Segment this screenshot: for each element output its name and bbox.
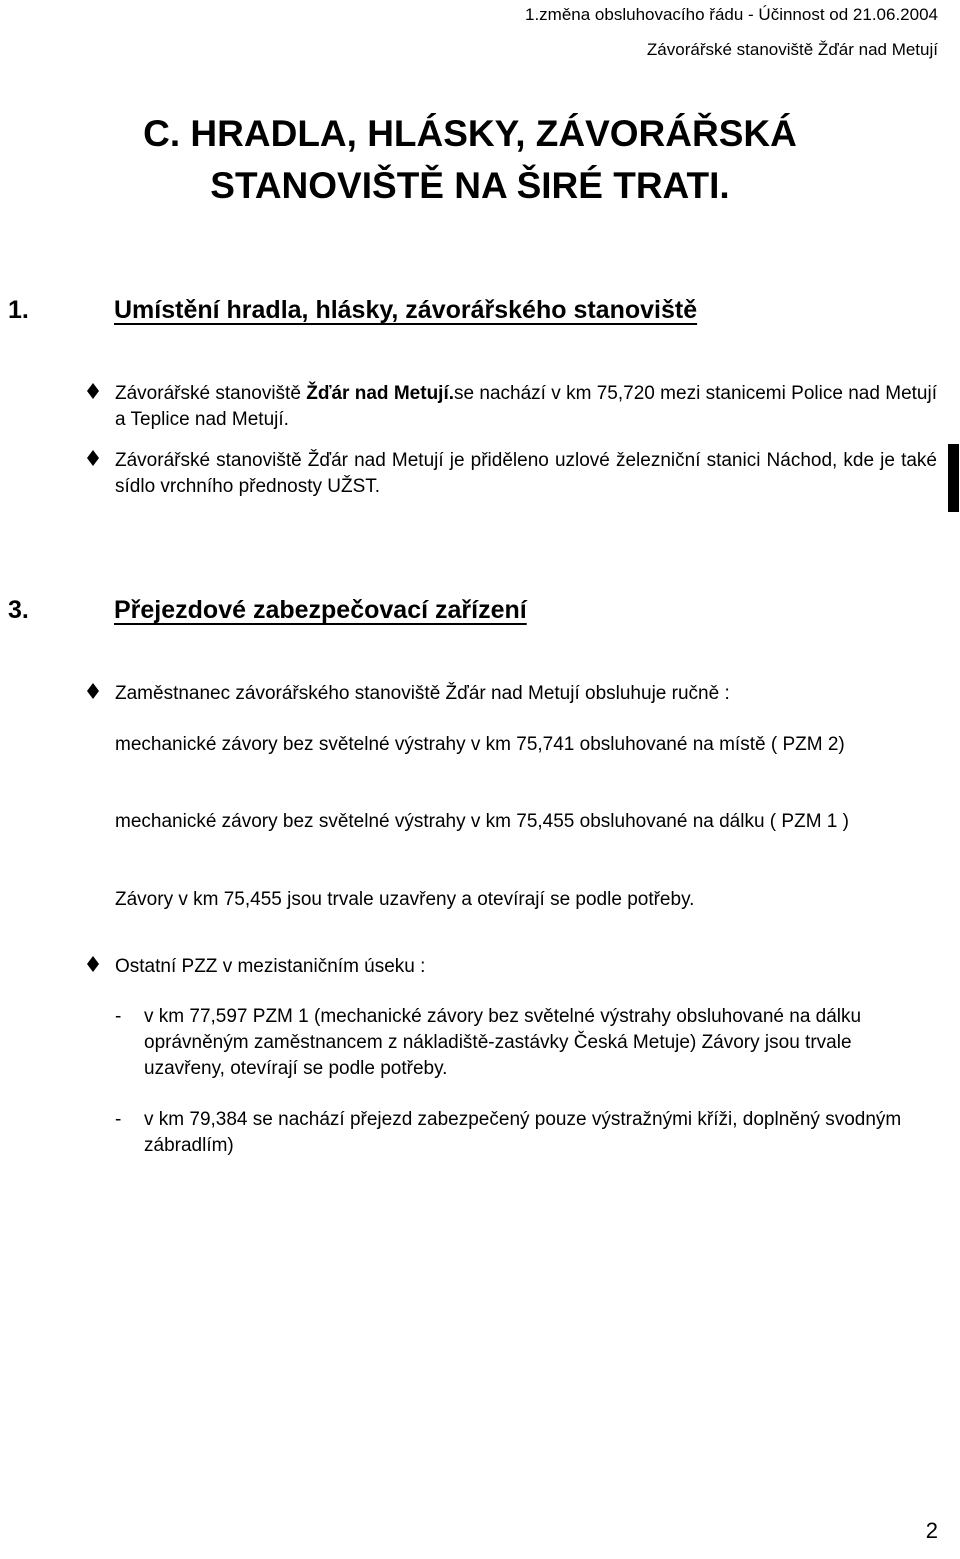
change-bar (948, 444, 959, 512)
section-3-paragraph-3: Závory v km 75,455 jsou trvale uzavřeny a otevírají se podle potřeby. (115, 889, 695, 910)
header-line-1: 1.změna obsluhovacího řádu - Účinnost od 21.06.2004 (525, 5, 938, 24)
list-dash: - (115, 1006, 122, 1027)
section-3-bullet-1: Zaměstnanec závorářského stanoviště Žďár nad Metují obsluhuje ručně : (115, 683, 730, 704)
section-3-paragraph-1: mechanické závory bez světelné výstrahy v km 75,741 obsluhované na místě ( PZM 2) (115, 734, 845, 755)
section-3-number: 3. (8, 596, 29, 624)
diamond-bullet-icon (85, 448, 101, 468)
title-line-2: STANOVIŠTĚ NA ŠIRÉ TRATI. (210, 165, 730, 206)
section-1-bullet-1 (115, 381, 937, 433)
diamond-bullet-icon (85, 954, 101, 974)
section-3-bullet-2: Ostatní PZZ v mezistaničním úseku : (115, 956, 426, 977)
section-1-title: Umístění hradla, hlásky, závorářského stanoviště (114, 296, 698, 324)
bullet-1-text-start: Závorářské stanoviště (115, 383, 307, 404)
title-line-1: C. HRADLA, HLÁSKY, ZÁVORÁŘSKÁ (143, 113, 797, 154)
section-1-bullet-2: Závorářské stanoviště Žďár nad Metují je přiděleno uzlové železniční stanici Náchod, kde je také sídlo vrchního přednosty UŽST. (115, 450, 937, 497)
bullet-1-bold-text: Žďár nad Metují. (306, 383, 455, 404)
header-line-2: Závorářské stanoviště Žďár nad Metují (646, 40, 938, 59)
list-item-2: v km 79,384 se nachází přejezd zabezpečený pouze výstražnými kříži, doplněný svodným zábradlím) (144, 1109, 902, 1156)
section-1-number: 1. (8, 296, 29, 324)
list-item-1: v km 77,597 PZM 1 (mechanické závory bez světelné výstrahy obsluhované na dálku oprávněným zaměstnancem z nákladiště-zastávky Česká Metuje) Závory jsou trvale uzavřeny, otevírají se podle potřeby. (144, 1006, 862, 1079)
section-3-heading (8, 596, 527, 625)
list-dash: - (115, 1109, 122, 1130)
page-number: 2 (925, 1518, 938, 1543)
bullet-1-text-end: se nachází v km 75,720 mezi stanicemi Police nad Metují a Teplice nad Metují. (115, 383, 937, 430)
diamond-bullet-icon (85, 381, 101, 401)
section-3-title: Přejezdové zabezpečovací zařízení (114, 596, 527, 624)
section-1-heading (8, 296, 697, 325)
section-3-paragraph-2: mechanické závory bez světelné výstrahy v km 75,455 obsluhované na dálku ( PZM 1 ) (115, 811, 849, 832)
diamond-bullet-icon (85, 681, 101, 701)
